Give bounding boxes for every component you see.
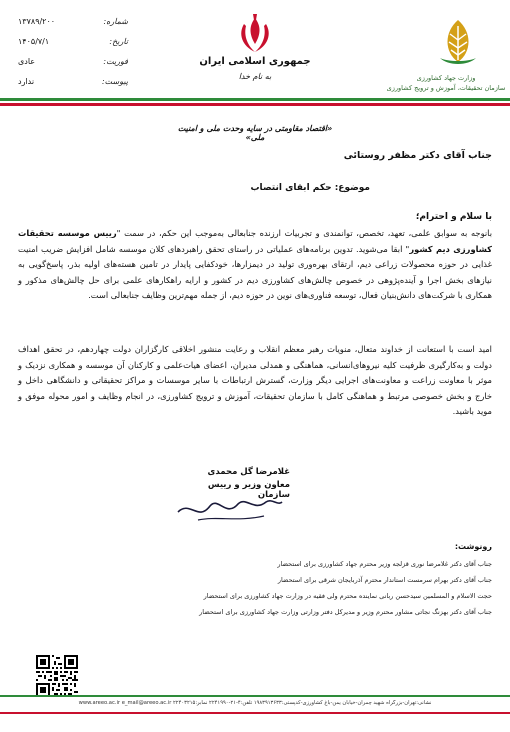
organization-name-line2: سازمان تحقیقات، آموزش و ترویج کشاورزی [386,84,506,92]
meta-label: شماره: [103,17,128,26]
iran-emblem-icon [232,14,278,58]
body-paragraph-1 [18,226,492,304]
qr-code-icon [36,655,78,697]
meta-value: عادی [18,57,36,66]
cc-heading: رونوشت: [454,542,492,551]
footer-address: نشانی:تهران-بزرگراه شهید چمران-خیابان یمن-باغ کشاورزی-کدپستی:۱۹۸۳۹۱۳۶۳۳ تلفن:۴-۲۱-۲۲۴۱۹۹۰ نمابر:۲۲۴۰۳۲۱۵ www.areeo.ac.ir e_mail@areeo.ac.ir [78,700,432,706]
meta-value: ندارد [18,77,35,86]
cc-item: جناب آقای دکتر بهزنگ نجاتی مشاور محترم وزیر و مدیرکل دفتر وزارتی وزارت جهاد کشاورزی برای استحضار [199,608,492,616]
meta-value: ۱۳۷۸۹/۲۰۰ [18,17,56,26]
p1-text-a: بانوجه به سوابق علمی، تعهد، تخصص، توانمندی و تجربیات ارزنده جنابعالی به‌موجب این حکم، در سمت " [116,228,492,238]
government-title: جمهوری اسلامی ایران [199,56,311,67]
p1-text-b: " ابقا می‌شوید. تدوین برنامه‌های عملیاتی در راستای تحقق راهبردهای کلان موسسه شامل افزایش ضریب امنیت غذایی در حوزه محصولات زراعی دیم، ارتقای بهره‌وری تولید در دیمزارها، خودکفایی پایدار در تامین هسته‌های اولیه بذر، پاسخ‌گویی به نیازهای بخش اجرا و آینده‌پژوهی در خصوص چالش‌های کشاورزی دیم در کشور و ارایه راهکارهای علمی برای حل چالش‌های مذکور و همکاری با شرکت‌های دانش‌بنیان فعال، توسعه فناوری‌های نوین در حوزه دیم، از جمله مهم‌ترین وظایف جنابعالی است. [18,243,492,300]
meta-priority [18,52,128,72]
greeting: با سلام و احترام؛ [415,212,492,222]
cc-item: جناب آقای دکتر بهرام سرمست استاندار محترم آذربایجان شرقی برای استحضار [277,576,492,584]
meta-label: تاریخ: [109,37,128,46]
subject-line: موضوع: حکم ابقای انتصاب [250,183,370,193]
meta-value: ۱۴۰۵/۷/۱ [18,37,50,46]
organization-name-line1: وزارت جهاد کشاورزی [416,74,476,82]
cc-item: حجت الاسلام و المسلمین سیدحسن ربانی نماینده محترم ولی فقیه در وزارت جهاد کشاورزی برای استحضار [203,592,492,600]
institute-name: رییس موسسه تحقیقات کشاورزی دیم کشور [18,228,492,254]
meta-attachment [18,72,128,92]
slogan: «اقتصاد مقاومتی در سایه وحدت ملی و امنیت ملی» [177,124,333,142]
cc-item: جناب آقای دکتر غلامرضا نوری قزلجه وزیر محترم جهاد کشاورزی برای استحضار [277,560,492,568]
meta-number [18,12,128,32]
meta-label: فوریت: [103,57,128,66]
addressee: جناب آقای دکتر مظفر روستائی [343,150,492,161]
footer-green-stripe [0,695,510,697]
body-paragraph-2: امید است با استعانت از خداوند متعال، منویات رهبر معظم انقلاب و رعایت منشور اخلاقی کارگزاران دولت چهاردهم، در تحقق اهداف دولت و به‌کارگیری ظرفیت کلیه نیروهای‌انسانی، هماهنگی و همدلی مدیران، اعضای هیات‌علمی و کارکنان آن موسسه و همکاری نزدیک و موثر با معاونت زراعت و معاونت‌های اجرایی دیگر وزارت، گسترش ارتباطات با سایر موسسات و مراکز تحقیقاتی و دانشگاهی داخل و خارج و بخش خصوصی مرتبط و هماهنگی کامل با سازمان تحقیقات، آموزش و ترویج کشاورزی، در انجام وظایف و امور محوله موفق و موید باشید. [18,344,492,416]
meta-date [18,32,128,52]
red-stripe [0,103,510,106]
meta-label: پیوست: [101,77,128,86]
signatory-name: غلامرضا گل محمدی [207,467,290,477]
government-subtitle: به نام خدا [238,72,272,81]
footer-red-stripe [0,712,510,714]
organization-logo-icon [432,18,484,70]
letter-meta [18,12,128,92]
signatory-title: معاون وزیر و رییس سازمان [207,480,290,500]
